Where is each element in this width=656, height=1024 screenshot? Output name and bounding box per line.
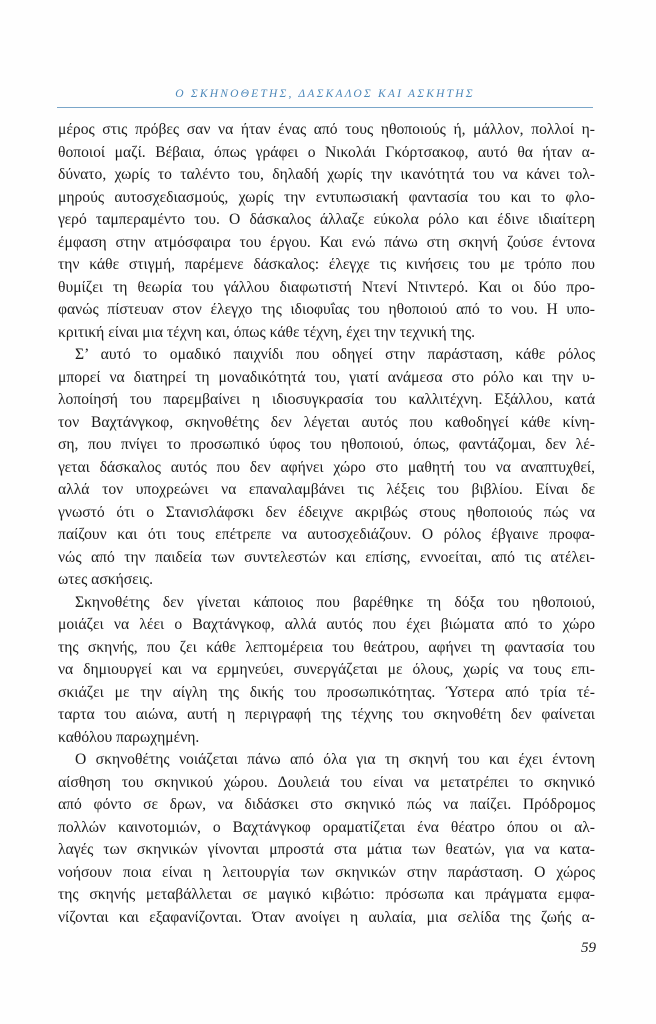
text-line: μηρούς αυτοσχεδιασμούς, χωρίς την εντυπωσιακή φαντασία του και το φλο- — [58, 188, 595, 206]
text-line: ωτες ασκήσεις. — [58, 571, 153, 588]
text-line: παίζουν και ότι τους επέτρεπε να αυτοσχεδιάζουν. Ο ρόλος έβγαινε προφα- — [58, 526, 595, 543]
text-line: γνωστό ότι ο Στανισλάφσκι δεν έδειχνε ακριβώς στους ηθοποιούς πώς να — [58, 503, 595, 521]
text-line: Ο σκηνοθέτης νοιάζεται πάνω από όλα για τη σκηνή του και έχει έντονη — [75, 751, 595, 768]
text-line: μοιάζει να λέει ο Βαχτάνγκοφ, αλλά αυτός που έχει βιώματα από το χώρο — [58, 616, 595, 633]
text-line: από φόντο σε δρων, να διδάσκει στο σκηνικό πώς να παίζει. Πρόδρομος — [58, 796, 595, 813]
text-line: πολλών καινοτομιών, ο Βαχτάνγκοφ οραματίζεται ένα θέατρο όπου οι αλ- — [58, 818, 595, 836]
text-line: λαγές των σκηνικών γίνονται μπροστά στα μάτια των θεατών, για να κατα- — [58, 841, 595, 858]
running-header-title: Ο ΣΚΗΝΟΘΕΤΗΣ, ΔΑΣΚΑΛΟΣ ΚΑΙ ΑΣΚΗΤΗΣ — [175, 88, 475, 100]
text-line: νίζονται και εξαφανίζονται. Όταν ανοίγει η αυλαία, μια σελίδα της ζωής α- — [58, 908, 595, 926]
text-line: τον Βαχτάνγκοφ, σκηνοθέτης δεν λέγεται αυτός που καθοδηγεί κάθε κίνη- — [58, 413, 595, 431]
text-line: λοποίησή του παρεμβαίνει η ιδιοσυγκρασία του καλλιτέχνη. Εξάλλου, κατά — [58, 391, 595, 408]
text-line: γεται δάσκαλος αυτός που δεν αφήνει χώρο στο μαθητή του να αναπτυχθεί, — [58, 458, 595, 476]
text-line: καθόλου παρωχημένη. — [58, 728, 200, 746]
text-line: ση, που πνίγει το προσωπικό ύφος του ηθοποιού, όπως, φαντάζομαι, δεν λέ- — [58, 436, 595, 453]
text-line: έμφαση στην ατμόσφαιρα του έργου. Και ενώ πάνω στη σκηνή ζούσε έντονα — [58, 233, 595, 251]
text-line: θυμίζει τη θεωρία του γάλλου διαφωτιστή Ντενί Ντιντερό. Και οι δύο προ- — [58, 278, 595, 296]
text-line: της σκηνής μεταβάλλεται σε μαγικό κιβώτιο: πρόσωπα και πράγματα εμφα- — [58, 886, 595, 903]
text-line: φανώς πίστευαν στον έλεγχο της ιδιοφυΐας του ηθοποιού από το νου. Η υπο- — [58, 301, 595, 318]
text-line: αίσθηση του σκηνικού χώρου. Δουλειά του είναι να μετατρέπει το σκηνικό — [58, 773, 595, 791]
text-line: γερό ταμπεραμέντο του. Ο δάσκαλος άλλαζε εύκολα ρόλο και έδινε ιδιαίτερη — [58, 211, 595, 228]
header-rule — [57, 107, 593, 108]
text-line: μπορεί να διατηρεί τη μοναδικότητά του, γιατί ανάμεσα στο ρόλο και την υ- — [58, 368, 595, 386]
body-text — [58, 119, 595, 929]
text-line: Σκηνοθέτης δεν γίνεται κάποιος που βαρέθηκε τη δόξα του ηθοποιού, — [75, 593, 595, 611]
text-line: νώς από την παιδεία των συντελεστών και επίσης, εννοείται, από τις ατέλει- — [58, 548, 595, 566]
text-line: νοήσουν ποια είναι η λειτουργία των σκηνικών στην παράσταση. Ο χώρος — [58, 863, 595, 881]
text-line: την κάθε στιγμή, παρέμενε δάσκαλος: έλεγχε τις κινήσεις του με τρόπο που — [58, 256, 595, 273]
text-line: αλλά τον υποχρεώνει να επαναλαμβάνει τις λέξεις του βιβλίου. Είναι δε — [58, 481, 595, 498]
text-line: να δημιουργεί και να ερμηνεύει, συνεργάζεται με όλους, χωρίς να τους επι- — [58, 661, 595, 678]
text-line: της σκηνής, που ζει κάθε λεπτομέρεια του θεάτρου, αφήνει τη φαντασία του — [58, 638, 595, 656]
page-number: 59 — [581, 940, 596, 956]
text-line: Σ’ αυτό το ομαδικό παιχνίδι που οδηγεί στην παράσταση, κάθε ρόλος — [75, 346, 595, 363]
text-line: σκιάζει με την αίγλη της δικής του προσωπικότητας. Ύστερα από τρία τέ- — [58, 683, 595, 701]
text-line: μέρος στις πρόβες σαν να ήταν ένας από τους ηθοποιούς ή, μάλλον, πολλοί η- — [58, 121, 595, 138]
text-line: δύνατο, χωρίς το ταλέντο του, δηλαδή χωρίς την ικανότητά του να κάνει τολ- — [58, 166, 595, 183]
text-line: θοποιοί μαζί. Βέβαια, όπως γράφει ο Νικολάι Γκόρτσακοφ, αυτό θα ήταν α- — [58, 143, 595, 161]
text-line: κριτική είναι μια τέχνη και, όπως κάθε τέχνη, έχει την τεχνική της. — [58, 323, 476, 341]
text-line: ταρτα του αιώνα, αυτή η περιγραφή της τέχνης του σκηνοθέτη δεν φαίνεται — [58, 706, 595, 723]
